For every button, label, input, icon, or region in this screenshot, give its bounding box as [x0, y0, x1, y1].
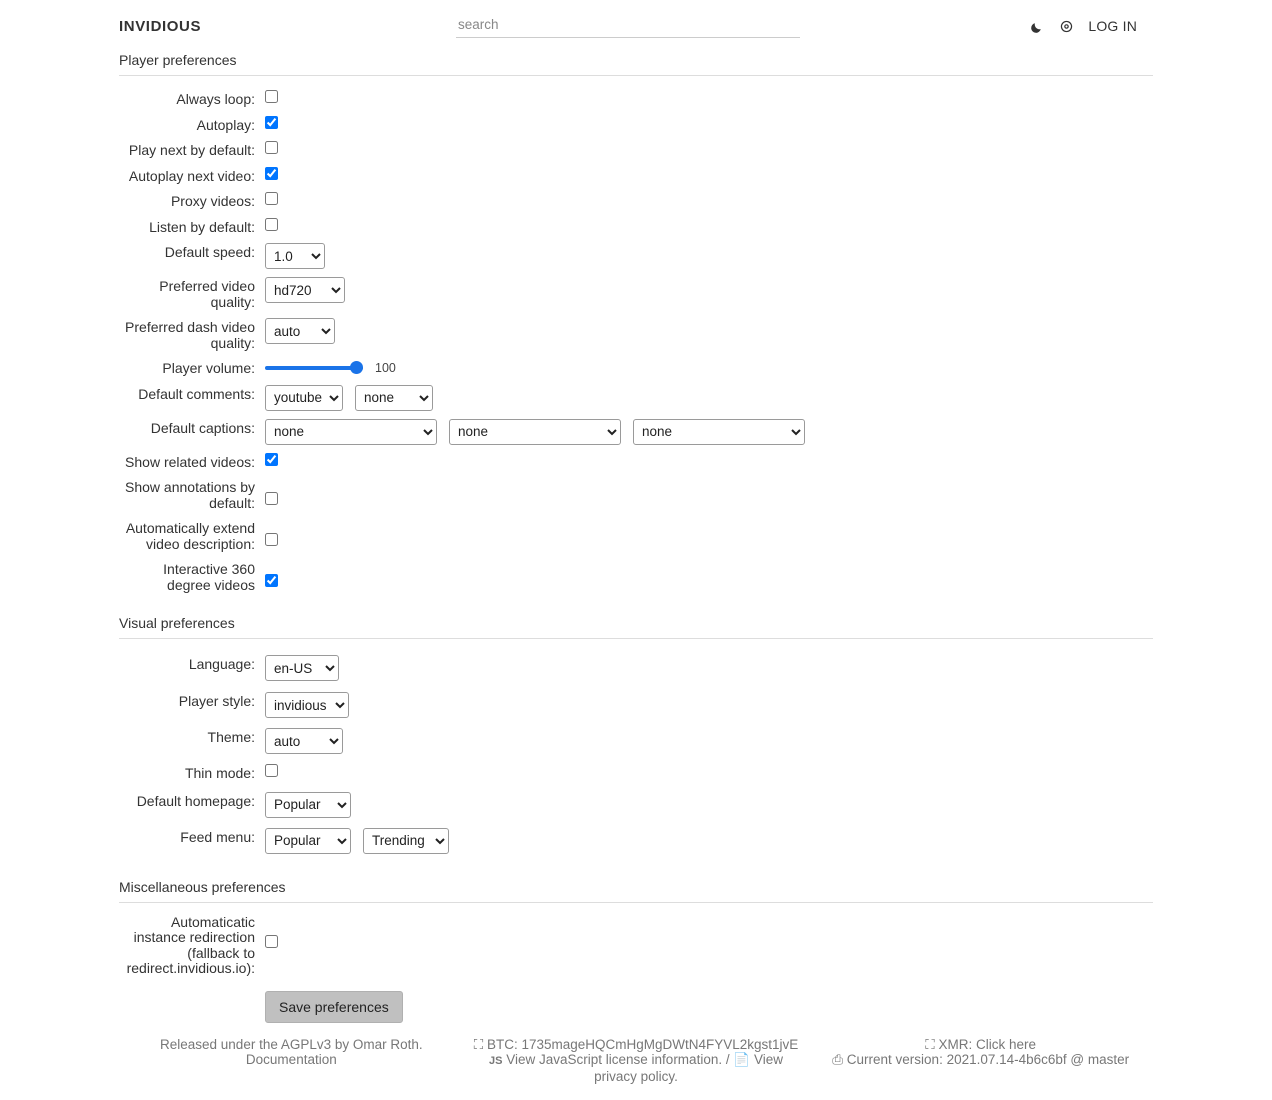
navbar-center: [368, 14, 888, 38]
footer-col-xmr: [808, 1037, 1153, 1084]
label-default-comments: Default comments:: [138, 385, 255, 402]
label-listen-default: Listen by default:: [149, 218, 255, 235]
label-thin-mode: Thin mode:: [184, 765, 255, 781]
label-autoplay-next: Autoplay next video:: [128, 167, 255, 184]
navbar-right: [888, 18, 1256, 34]
row-default-speed: [119, 239, 1153, 273]
select-default-captions-1[interactable]: [265, 419, 437, 445]
label-show-annotations: Show annotations by default:: [125, 479, 255, 511]
label-preferred-quality: Preferred video quality:: [159, 278, 255, 310]
select-preferred-dash[interactable]: [265, 318, 335, 344]
github-icon: ⎙: [832, 1051, 844, 1067]
section-title-visual: Visual preferences: [119, 611, 1153, 639]
checkbox-thin-mode[interactable]: [265, 764, 278, 777]
save-preferences-button[interactable]: Save preferences: [265, 991, 403, 1023]
select-theme[interactable]: [265, 728, 343, 754]
label-player-style: Player style:: [178, 693, 255, 709]
row-play-next: [119, 137, 1153, 163]
checkbox-extend-description[interactable]: [265, 533, 278, 546]
select-player-style[interactable]: [265, 692, 349, 718]
label-always-loop: Always loop:: [176, 91, 255, 107]
select-feed-menu-1[interactable]: [265, 828, 351, 854]
row-default-captions: [119, 415, 1153, 449]
row-autoplay: [119, 112, 1153, 138]
label-default-captions: Default captions:: [150, 419, 255, 436]
label-language: Language:: [188, 656, 255, 672]
slider-player-volume[interactable]: [265, 366, 363, 370]
footer-btc-link[interactable]: BTC: 1735mageHQCmHgMgDWtN4FYVL2kgst1jvE: [486, 1036, 799, 1052]
preferences-page: [0, 48, 1272, 1023]
checkbox-autoplay-next[interactable]: [265, 167, 278, 180]
label-proxy-videos: Proxy videos:: [170, 193, 255, 209]
row-language: [119, 649, 1153, 687]
checkbox-proxy-videos[interactable]: [265, 192, 278, 205]
select-default-homepage[interactable]: [265, 792, 351, 818]
footer-js-license-link[interactable]: View JavaScript license information.: [506, 1051, 723, 1067]
js-badge-icon: JS: [489, 1054, 503, 1067]
footer: [0, 1023, 1272, 1100]
label-default-speed: Default speed:: [164, 244, 255, 260]
row-preferred-dash: [119, 314, 1153, 355]
label-player-volume: Player volume:: [162, 360, 255, 376]
checkbox-always-loop[interactable]: [265, 90, 278, 103]
value-player-volume: 100: [375, 360, 396, 375]
label-preferred-dash: Preferred dash video quality:: [125, 319, 255, 351]
select-feed-menu-2[interactable]: [363, 828, 449, 854]
row-default-homepage: [119, 787, 1153, 823]
checkbox-play-next[interactable]: [265, 141, 278, 154]
brand-logo[interactable]: INVIDIOUS: [119, 17, 202, 35]
label-interactive-360: Interactive 360 degree videos: [163, 561, 255, 593]
search-input[interactable]: [456, 14, 800, 38]
checkbox-interactive-360[interactable]: [265, 574, 278, 587]
label-show-related: Show related videos:: [125, 453, 255, 470]
navbar: [0, 0, 1272, 48]
label-default-homepage: Default homepage:: [136, 792, 255, 809]
checkbox-instance-redirect[interactable]: [265, 935, 278, 948]
footer-version-link[interactable]: Current version: 2021.07.14-4b6c6bf @ master: [846, 1051, 1130, 1067]
save-row: [119, 977, 1153, 1023]
label-extend-description: Automatically extend video description:: [125, 520, 255, 552]
select-preferred-quality[interactable]: [265, 277, 345, 303]
row-feed-menu: [119, 823, 1153, 859]
checkbox-show-annotations[interactable]: [265, 492, 278, 505]
navbar-left: [16, 18, 368, 35]
checkbox-show-related[interactable]: [265, 453, 278, 466]
footer-col-license: [119, 1037, 464, 1084]
row-instance-redirect: [119, 913, 1153, 977]
row-preferred-quality: [119, 273, 1153, 314]
document-icon: 📄: [733, 1051, 751, 1067]
row-autoplay-next: [119, 163, 1153, 189]
label-feed-menu: Feed menu:: [180, 828, 255, 845]
row-player-style: [119, 687, 1153, 723]
label-play-next: Play next by default:: [128, 142, 255, 158]
label-instance-redirect: Automaticatic instance redirection (fallback to redirect.invidious.io):: [126, 913, 255, 976]
row-player-volume: [119, 355, 1153, 381]
search-form: [456, 14, 800, 38]
select-default-speed[interactable]: [265, 243, 325, 269]
row-always-loop: [119, 86, 1153, 112]
checkbox-autoplay[interactable]: [265, 116, 278, 129]
gear-icon[interactable]: [1059, 19, 1074, 34]
login-link[interactable]: LOG IN: [1088, 18, 1137, 34]
select-default-captions-2[interactable]: [449, 419, 621, 445]
monero-icon-xmr: ⛶: [925, 1036, 935, 1052]
row-listen-default: [119, 214, 1153, 240]
footer-separator: /: [725, 1051, 730, 1067]
select-default-captions-3[interactable]: [633, 419, 805, 445]
select-language[interactable]: [265, 655, 339, 681]
row-theme: [119, 723, 1153, 759]
row-default-comments: [119, 381, 1153, 415]
footer-privacy-link[interactable]: View privacy policy.: [594, 1051, 783, 1084]
monero-icon: ⛶: [473, 1036, 484, 1052]
section-title-player: Player preferences: [119, 48, 1153, 76]
row-interactive-360: [119, 556, 1153, 597]
row-thin-mode: [119, 759, 1153, 787]
footer-xmr-link[interactable]: XMR: Click here: [938, 1036, 1037, 1052]
row-show-annotations: [119, 474, 1153, 515]
footer-license-text: Released under the AGPLv3 by Omar Roth.: [160, 1036, 423, 1052]
label-autoplay: Autoplay:: [196, 116, 255, 133]
footer-col-btc: [464, 1037, 809, 1084]
row-extend-description: [119, 515, 1153, 556]
row-proxy-videos: [119, 188, 1153, 214]
checkbox-listen-default[interactable]: [265, 218, 278, 231]
section-title-misc: Miscellaneous preferences: [119, 875, 1153, 903]
select-default-comments-2[interactable]: [355, 385, 433, 411]
row-show-related: [119, 449, 1153, 475]
select-default-comments-1[interactable]: [265, 385, 343, 411]
label-theme: Theme:: [207, 729, 255, 745]
footer-documentation-link[interactable]: Documentation: [245, 1051, 337, 1067]
moon-icon[interactable]: [1030, 19, 1045, 34]
